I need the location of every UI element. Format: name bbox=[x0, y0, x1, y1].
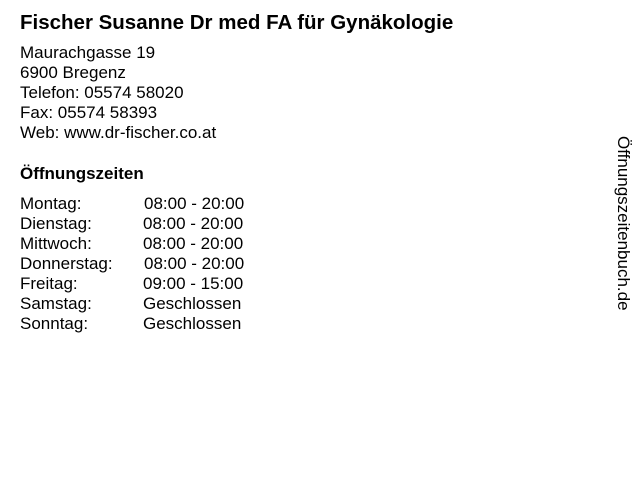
hours-row-wednesday bbox=[20, 234, 280, 254]
street-address: Maurachgasse 19 bbox=[20, 43, 156, 62]
day-label: Montag: bbox=[20, 194, 82, 213]
time-value: 08:00 - 20:00 bbox=[143, 214, 244, 233]
time-value: Geschlossen bbox=[143, 314, 242, 333]
opening-hours-heading: Öffnungszeiten bbox=[20, 164, 144, 183]
day-label: Dienstag: bbox=[20, 214, 92, 233]
day-label: Samstag: bbox=[20, 294, 92, 313]
time-value: 09:00 - 15:00 bbox=[143, 274, 244, 293]
phone-number: Telefon: 05574 58020 bbox=[20, 83, 184, 102]
source-watermark: Öffnungszeitenbuch.de bbox=[614, 136, 633, 311]
hours-row-monday bbox=[20, 194, 280, 214]
time-value: 08:00 - 20:00 bbox=[143, 234, 244, 253]
hours-row-thursday bbox=[20, 254, 280, 274]
hours-row-saturday bbox=[20, 294, 280, 314]
hours-row-friday bbox=[20, 274, 280, 294]
day-label: Freitag: bbox=[20, 274, 78, 293]
opening-hours-table bbox=[20, 194, 280, 334]
time-value: 08:00 - 20:00 bbox=[144, 254, 245, 273]
time-value: 08:00 - 20:00 bbox=[144, 194, 245, 213]
time-value: Geschlossen bbox=[143, 294, 242, 313]
hours-row-sunday bbox=[20, 314, 280, 334]
city-postcode: 6900 Bregenz bbox=[20, 63, 126, 82]
hours-row-tuesday bbox=[20, 214, 280, 234]
day-label: Sonntag: bbox=[20, 314, 89, 333]
day-label: Donnerstag: bbox=[20, 254, 113, 273]
day-label: Mittwoch: bbox=[20, 234, 92, 253]
business-name: Fischer Susanne Dr med FA für Gynäkologie bbox=[20, 11, 454, 34]
contact-block bbox=[20, 43, 216, 143]
website: Web: www.dr-fischer.co.at bbox=[20, 123, 217, 142]
fax-number: Fax: 05574 58393 bbox=[20, 103, 158, 122]
